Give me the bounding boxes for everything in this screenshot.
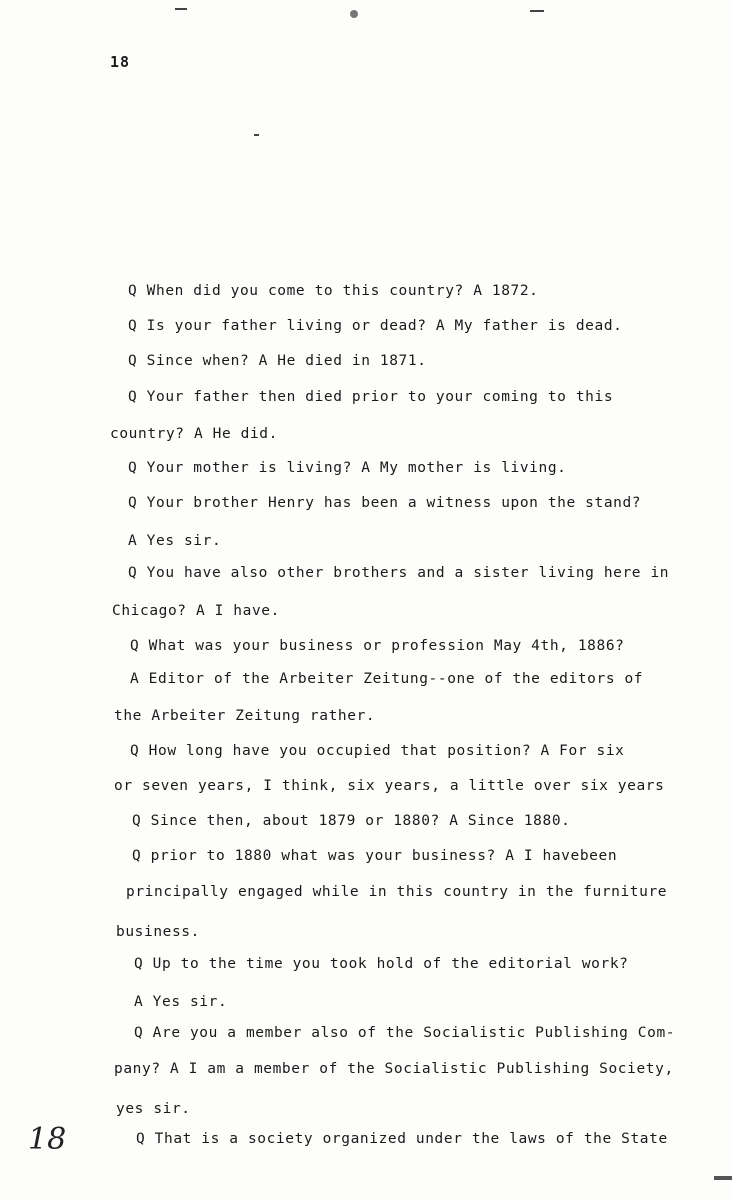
- transcript-line: Q prior to 1880 what was your business? A I havebeen: [132, 848, 618, 864]
- transcript-line: Q What was your business or profession May 4th, 1886?: [130, 638, 625, 654]
- transcript-line: or seven years, I think, six years, a little over six years: [114, 778, 665, 794]
- transcript-line: Q Since when? A He died in 1871.: [128, 353, 427, 369]
- transcript-line: A Editor of the Arbeiter Zeitung--one of the editors of: [130, 671, 644, 687]
- transcript-line: Q How long have you occupied that position? A For six: [130, 743, 625, 759]
- scan-speck: [254, 134, 259, 136]
- transcript-line: Q When did you come to this country? A 1872.: [128, 283, 539, 299]
- transcript-line: A Yes sir.: [128, 533, 222, 549]
- transcript-line: Q Are you a member also of the Socialistic Publishing Com-: [134, 1025, 676, 1041]
- scan-speck: [175, 8, 187, 10]
- transcript-line: Q Since then, about 1879 or 1880? A Since 1880.: [132, 813, 571, 829]
- handwritten-page-mark: 18: [28, 1122, 67, 1157]
- transcript-line: yes sir.: [116, 1101, 191, 1117]
- transcript-line: Q You have also other brothers and a sister living here in: [128, 565, 670, 581]
- transcript-line: country? A He did.: [110, 426, 278, 442]
- transcript-line: Q Your brother Henry has been a witness upon the stand?: [128, 495, 642, 511]
- transcript-line: pany? A I am a member of the Socialistic Publishing Society,: [114, 1061, 674, 1077]
- scan-speck: [530, 10, 544, 12]
- transcript-line: Q Is your father living or dead? A My father is dead.: [128, 318, 623, 334]
- transcript-line: principally engaged while in this country in the furniture: [126, 884, 668, 900]
- scan-speck: [350, 10, 358, 18]
- transcript-line: the Arbeiter Zeitung rather.: [114, 708, 376, 724]
- transcript-line: Chicago? A I have.: [112, 603, 280, 619]
- transcript-line: Q That is a society organized under the laws of the State: [136, 1131, 668, 1147]
- transcript-line: Q Your mother is living? A My mother is living.: [128, 460, 567, 476]
- transcript-line: Q Your father then died prior to your coming to this: [128, 389, 614, 405]
- transcript-line: A Yes sir.: [134, 994, 228, 1010]
- scan-speck: [714, 1176, 732, 1180]
- transcript-line: business.: [116, 924, 200, 940]
- transcript-line: Q Up to the time you took hold of the editorial work?: [134, 956, 629, 972]
- page-number: 18: [110, 53, 131, 71]
